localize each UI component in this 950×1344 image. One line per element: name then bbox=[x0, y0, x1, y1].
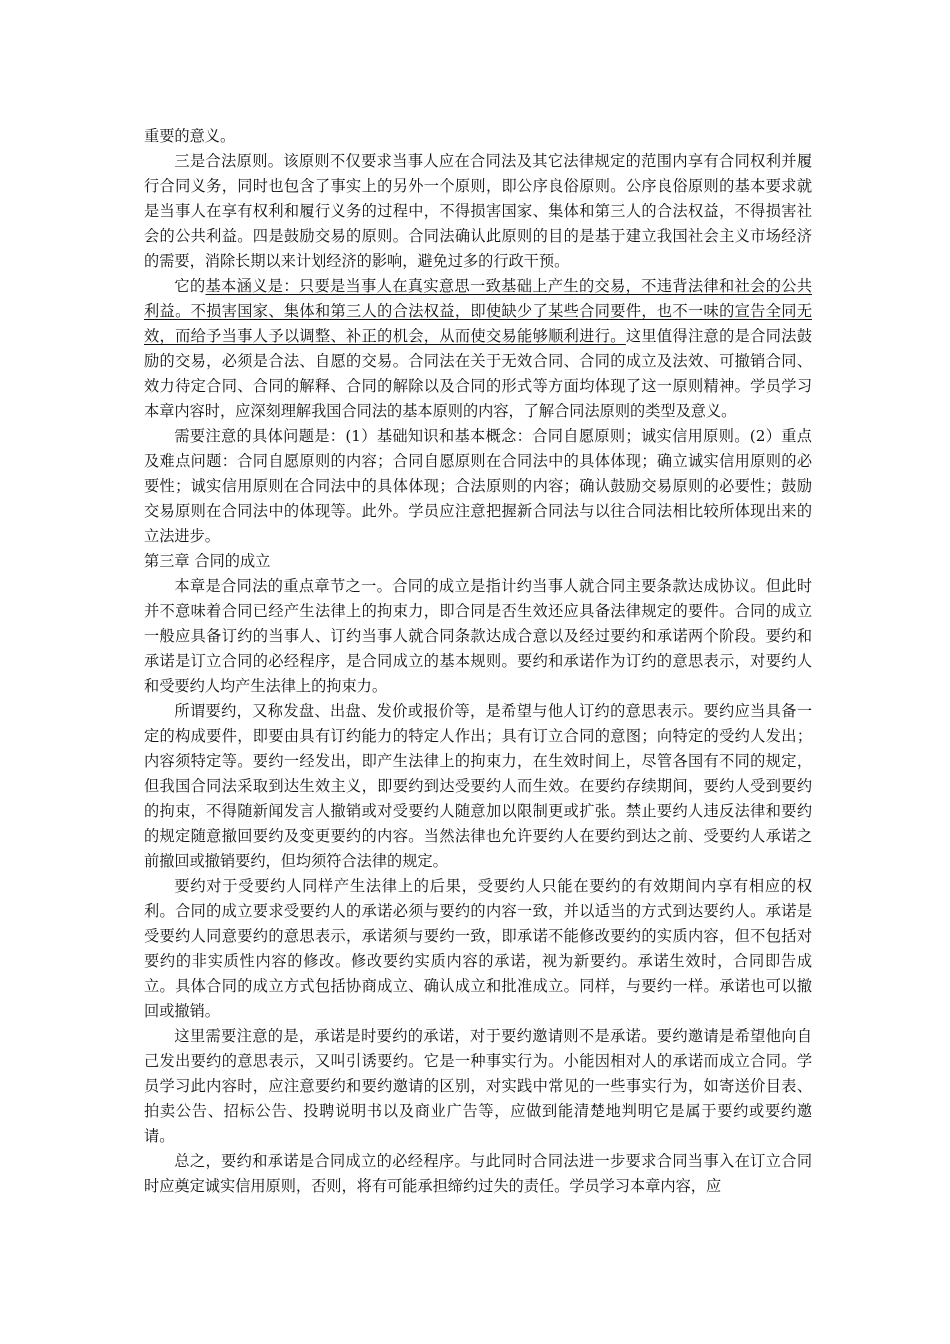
paragraph-chapter-intro: 本章是合同法的重点章节之一。合同的成立是指计约当事人就合同主要条款达成协议。但此时并不意味着合同已经产生法律上的拘束力，即合同是否生效还应具备法律规定的要件。合同的成立一般应具备订约的当事人、订约当事人就合同条款达成合意以及经过要约和承诺两个阶段。要约和承诺是订立合同的必经程序，是合同成立的基本规则。要约和承诺作为订约的意思表示，对要约人和受要约人均产生法律上的拘束力。 bbox=[144, 577, 812, 695]
paragraph-legality-principle: 三是合法原则。该原则不仅要求当事人应在合同法及其它法律规定的范围内享有合同权利并履行合同义务，同时也包含了事实上的另外一个原则，即公序良俗原则。公序良俗原则的基本要求就是当事人在享有权利和履行义务的过程中，不得损害国家、集体和第三人的合法权益，不得损害社会的公共利益。四是鼓励交易的原则。合同法确认此原则的目的是基于建立我国社会主义市场经济的需要，消除长期以来计划经济的影响，避免过多的行政干预。 bbox=[144, 152, 812, 270]
paragraph-acceptance: 要约对于受要约人同样产生法律上的后果，受要约人只能在要约的有效期间内享有相应的权利。合同的成立要求受要约人的承诺必须与要约的内容一致，并以适当的方式到达要约人。承诺是受要约人同意要约的意思表示，承诺须与要约一致，即承诺不能修改要约的实质内容，但不包括对要约的非实质性内容的修改。修改要约实质内容的承诺，视为新要约。承诺生效时，合同即告成立。具体合同的成立方式包括协商成立、确认成立和批准成立。同样，与要约一样。承诺也可以撤回或撤销。 bbox=[144, 877, 812, 1020]
paragraph-key-issues: 需要注意的具体问题是：(1）基础知识和基本概念：合同自愿原则；诚实信用原则。(2）重点及难点问题：合同自愿原则的内容；合同自愿原则在合同法中的具体体现；确立诚实信用原则的必要性；诚实信用原则在合同法中的具体体现；合法原则的内容；确认鼓励交易原则的必要性；鼓励交易原则在合同法中的体现等。此外。学员应注意把握新合同法与以往合同法相比较所体现出来的立法进步。 bbox=[144, 427, 812, 545]
document-body bbox=[144, 124, 812, 1199]
paragraph-summary: 总之，要约和承诺是合同成立的必经程序。与此同时合同法进一步要求合同当事入在订立合同时应奠定诚实信用原则，否则，将有可能承担缔约过失的责任。学员学习本章内容，应 bbox=[144, 1152, 812, 1195]
paragraph-lead-text: 它的 bbox=[174, 277, 206, 295]
underlined-definition: 基本涵义是：只要是当事人在真实意思一致基础上产生的交易，不违背法律和社会的公共利益。不损害国家、集体和第三人的合法权益，即使缺少了某些合同要件，也不一味的宣告全同无效，而给予当事人予以调整、补正的机会，从而使交易能够顺利进行。 bbox=[144, 277, 813, 345]
paragraph-basic-meaning bbox=[144, 274, 812, 424]
chapter-heading: 第三章 合同的成立 bbox=[144, 552, 271, 570]
paragraph-remainder-text: 这里值得注意的是合同法鼓励的交易，必须是合法、自愿的交易。合同法在关于无效合同、合同的成立及法效、可撤销合同、效力待定合同、合同的解释、合同的解除以及合同的形式等方面均体现了这一原则精神。学员学习本章内容时，应深刻理解我国合同法的基本原则的内容，了解合同法原则的类型及意义。 bbox=[144, 327, 813, 420]
paragraph-offer: 所谓要约，又称发盘、出盘、发价或报价等，是希望与他人订约的意思表示。要约应当具备一定的构成要件，即要由具有订约能力的特定人作出；具有订立合同的意图；向特定的受约人发出；内容须特定等。要约一经发出，即产生法律上的拘束力，在生效时间上，尽管各国有不同的规定，但我国合同法采取到达生效主义，即要约到达受要约人而生效。在要约存续期间，要约人受到要约的拘束，不得随新闻发言人撤销或对受要约人随意加以限制更或扩张。禁止要约人违反法律和要约的规定随意撤回要约及变更要约的内容。当然法律也允许要约人在要约到达之前、受要约人承诺之前撤回或撤销要约，但均须符合法律的规定。 bbox=[144, 702, 812, 870]
paragraph-invitation-to-offer: 这里需要注意的是，承诺是时要约的承诺，对于要约邀请则不是承诺。要约邀请是希望他向自己发出要约的意思表示，又叫引诱要约。它是一种事实行为。小能因相对人的承诺而成立合同。学员学习此内容时，应注意要约和要约邀请的区别，对实践中常见的一些事实行为，如寄送价目表、拍卖公告、招标公告、投聘说明书以及商业广告等，应做到能清楚地判明它是属于要约或要约邀请。 bbox=[144, 1027, 812, 1145]
paragraph-continuation: 重要的意义。 bbox=[144, 127, 236, 145]
